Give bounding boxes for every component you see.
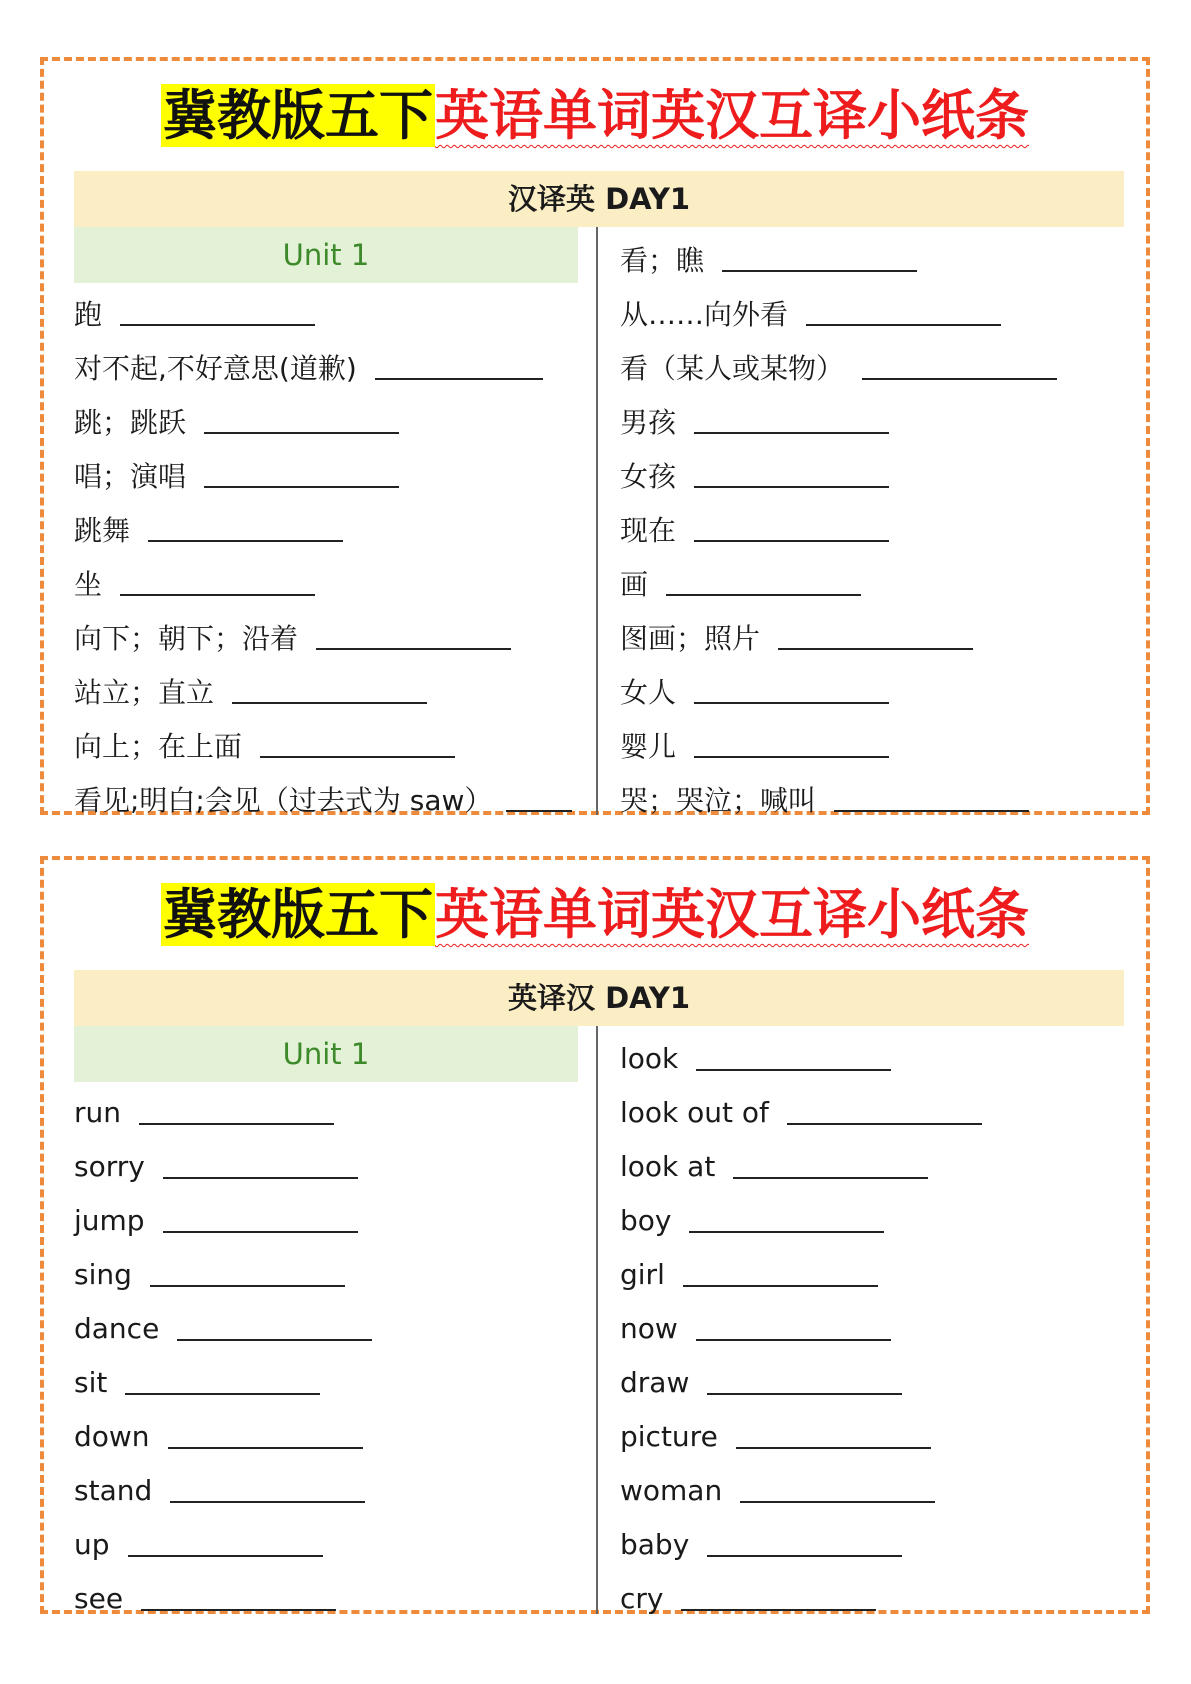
answer-blank[interactable] — [733, 1177, 928, 1179]
word-prompt: girl — [620, 1257, 665, 1291]
word-prompt: 从……向外看 — [620, 298, 789, 331]
list-item — [620, 1301, 1140, 1355]
word-prompt: picture — [620, 1419, 718, 1453]
unit-label: Unit 1 — [74, 1026, 578, 1082]
word-prompt: 向下；朝下；沿着 — [74, 622, 299, 655]
list-item — [74, 1193, 589, 1247]
word-prompt: 向上；在上面 — [74, 730, 243, 763]
word-prompt: 哭；哭泣；喊叫 — [620, 784, 817, 817]
list-item — [620, 448, 1140, 502]
word-prompt: look — [620, 1041, 679, 1075]
answer-blank[interactable] — [316, 648, 511, 650]
word-prompt: up — [74, 1527, 110, 1561]
worksheet-card-cn-to-en — [40, 57, 1150, 815]
list-item — [620, 1517, 1140, 1571]
answer-blank[interactable] — [694, 756, 889, 758]
list-item — [74, 1301, 589, 1355]
word-prompt: 现在 — [620, 514, 677, 547]
answer-blank[interactable] — [375, 378, 543, 380]
answer-blank[interactable] — [168, 1447, 363, 1449]
list-item — [620, 1193, 1140, 1247]
left-word-list — [74, 1085, 589, 1625]
answer-blank[interactable] — [694, 486, 889, 488]
worksheet-card-en-to-cn — [40, 856, 1150, 1614]
answer-blank[interactable] — [707, 1393, 902, 1395]
answer-blank[interactable] — [170, 1501, 365, 1503]
card-title — [44, 73, 1146, 159]
word-prompt: look at — [620, 1149, 716, 1183]
word-prompt: cry — [620, 1581, 664, 1615]
answer-blank[interactable] — [736, 1447, 931, 1449]
list-item — [74, 664, 589, 718]
answer-blank[interactable] — [506, 810, 572, 812]
list-item — [74, 1517, 589, 1571]
list-item — [74, 610, 589, 664]
list-item — [74, 772, 589, 826]
list-item — [74, 1463, 589, 1517]
word-prompt: 看（某人或某物） — [620, 352, 845, 385]
word-prompt: sit — [74, 1365, 108, 1399]
list-item — [620, 1085, 1140, 1139]
list-item — [620, 1139, 1140, 1193]
word-prompt: jump — [74, 1203, 145, 1237]
left-word-list — [74, 286, 589, 826]
list-item — [74, 502, 589, 556]
right-word-list — [620, 232, 1140, 826]
answer-blank[interactable] — [141, 1609, 336, 1611]
word-prompt: look out of — [620, 1095, 769, 1129]
day-label: 英译汉 DAY1 — [74, 970, 1124, 1026]
answer-blank[interactable] — [722, 270, 917, 272]
list-item — [620, 772, 1140, 826]
word-prompt: see — [74, 1581, 124, 1615]
answer-blank[interactable] — [163, 1231, 358, 1233]
title-main: 英语单词英汉互译小纸条 — [435, 883, 1029, 946]
list-item — [620, 232, 1140, 286]
list-item — [74, 448, 589, 502]
title-highlight: 冀教版五下 — [163, 84, 433, 147]
word-prompt: down — [74, 1419, 150, 1453]
word-prompt: 女孩 — [620, 460, 677, 493]
word-prompt: woman — [620, 1473, 723, 1507]
unit-label: Unit 1 — [74, 227, 578, 283]
answer-blank[interactable] — [150, 1285, 345, 1287]
column-divider — [596, 227, 598, 815]
answer-blank[interactable] — [834, 810, 1029, 812]
answer-blank[interactable] — [694, 432, 889, 434]
column-divider — [596, 1026, 598, 1614]
list-item — [620, 1355, 1140, 1409]
list-item — [620, 1031, 1140, 1085]
list-item — [620, 502, 1140, 556]
list-item — [620, 340, 1140, 394]
answer-blank[interactable] — [696, 1339, 891, 1341]
list-item — [74, 1139, 589, 1193]
list-item — [74, 1085, 589, 1139]
word-prompt: 男孩 — [620, 406, 677, 439]
list-item — [74, 394, 589, 448]
answer-blank[interactable] — [232, 702, 427, 704]
list-item — [74, 1355, 589, 1409]
answer-blank[interactable] — [177, 1339, 372, 1341]
word-prompt: baby — [620, 1527, 690, 1561]
list-item — [620, 556, 1140, 610]
list-item — [620, 1463, 1140, 1517]
answer-blank[interactable] — [139, 1123, 334, 1125]
list-item — [74, 286, 589, 340]
word-prompt: 女人 — [620, 676, 677, 709]
list-item — [620, 1409, 1140, 1463]
answer-blank[interactable] — [120, 324, 315, 326]
list-item — [620, 1247, 1140, 1301]
answer-blank[interactable] — [862, 378, 1057, 380]
word-prompt: 看见;明白;会见（过去式为 saw） — [74, 784, 493, 817]
word-prompt: 对不起,不好意思(道歉) — [74, 352, 357, 385]
word-prompt: 跳舞 — [74, 514, 131, 547]
answer-blank[interactable] — [128, 1555, 323, 1557]
list-item — [74, 340, 589, 394]
answer-blank[interactable] — [707, 1555, 902, 1557]
list-item — [620, 610, 1140, 664]
answer-blank[interactable] — [696, 1069, 891, 1071]
word-prompt: now — [620, 1311, 678, 1345]
answer-blank[interactable] — [778, 648, 973, 650]
title-highlight: 冀教版五下 — [163, 883, 433, 946]
answer-blank[interactable] — [204, 486, 399, 488]
answer-blank[interactable] — [163, 1177, 358, 1179]
list-item — [620, 286, 1140, 340]
word-prompt: 唱；演唱 — [74, 460, 187, 493]
word-prompt: 婴儿 — [620, 730, 677, 763]
right-word-list — [620, 1031, 1140, 1625]
word-prompt: draw — [620, 1365, 690, 1399]
answer-blank[interactable] — [260, 756, 455, 758]
answer-blank[interactable] — [125, 1393, 320, 1395]
word-prompt: sorry — [74, 1149, 145, 1183]
word-prompt: sing — [74, 1257, 132, 1291]
card-title — [44, 872, 1146, 958]
answer-blank[interactable] — [806, 324, 1001, 326]
answer-blank[interactable] — [204, 432, 399, 434]
answer-blank[interactable] — [681, 1609, 876, 1611]
answer-blank[interactable] — [694, 702, 889, 704]
word-prompt: boy — [620, 1203, 672, 1237]
answer-blank[interactable] — [683, 1285, 878, 1287]
list-item — [620, 394, 1140, 448]
list-item — [74, 718, 589, 772]
word-prompt: 跳；跳跃 — [74, 406, 187, 439]
list-item — [74, 556, 589, 610]
word-prompt: dance — [74, 1311, 160, 1345]
word-prompt: 站立；直立 — [74, 676, 215, 709]
list-item — [74, 1247, 589, 1301]
word-prompt: 坐 — [74, 568, 103, 601]
word-prompt: 图画；照片 — [620, 622, 761, 655]
word-prompt: 看；瞧 — [620, 244, 705, 277]
word-prompt: 跑 — [74, 298, 103, 331]
list-item — [74, 1409, 589, 1463]
answer-blank[interactable] — [787, 1123, 982, 1125]
title-main: 英语单词英汉互译小纸条 — [435, 84, 1029, 147]
answer-blank[interactable] — [740, 1501, 935, 1503]
answer-blank[interactable] — [694, 540, 889, 542]
word-prompt: stand — [74, 1473, 153, 1507]
answer-blank[interactable] — [666, 594, 861, 596]
answer-blank[interactable] — [689, 1231, 884, 1233]
day-label: 汉译英 DAY1 — [74, 171, 1124, 227]
list-item — [620, 718, 1140, 772]
answer-blank[interactable] — [148, 540, 343, 542]
word-prompt: 画 — [620, 568, 649, 601]
word-prompt: run — [74, 1095, 122, 1129]
answer-blank[interactable] — [120, 594, 315, 596]
list-item — [74, 1571, 589, 1625]
list-item — [620, 664, 1140, 718]
list-item — [620, 1571, 1140, 1625]
